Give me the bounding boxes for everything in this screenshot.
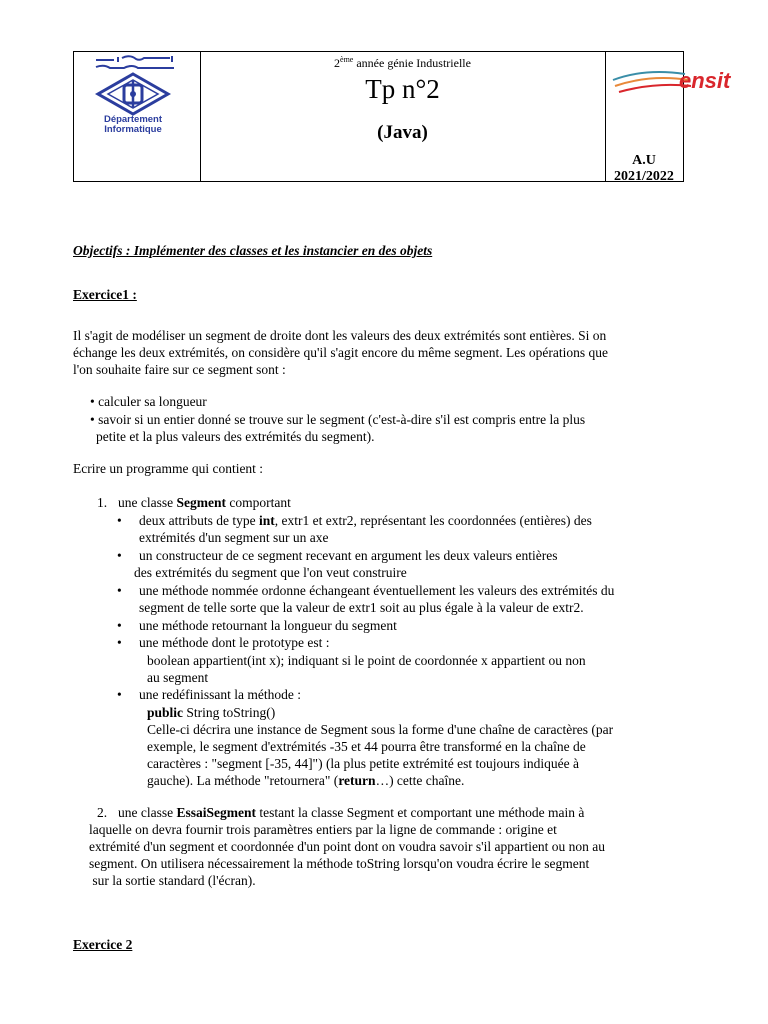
subitem-6-desc-1: Celle-ci décrira une instance de Segment sous la forme d'une chaîne de caractères (par [147, 722, 614, 737]
subitem-6-desc-2: exemple, le segment d'extrémités -35 et 44 pourra être transformé en la chaîne de [147, 739, 586, 754]
item1-text: une classe Segment comportant [118, 495, 291, 510]
subitem-1: deux attributs de type int, extr1 et extr2, représentant les coordonnées (entières) des [139, 513, 592, 528]
intro-line-1: Il s'agit de modéliser un segment de droite dont les valeurs des deux extrémités sont entières. Si on [73, 328, 607, 343]
item2-text: une classe EssaiSegment testant la classe Segment et comportant une méthode main à [118, 805, 585, 820]
header-center-cell [200, 52, 606, 181]
subitem-6-signature: public String toString() [147, 705, 276, 720]
subitem-5: une méthode dont le prototype est : [139, 635, 330, 650]
logo-caption-line2: Informatique [104, 124, 162, 135]
page-title: Tp n°2 [365, 74, 440, 104]
item1-number: 1. [97, 495, 108, 510]
subitem-6-desc-3: caractères : "segment [-35, 44]") (la plus petite extrémité est toujours indiquée à [147, 756, 579, 771]
objectives-heading: Objectifs : Implémenter des classes et les instancier en des objets [73, 243, 433, 258]
item2-line-5: sur la sortie standard (l'écran). [89, 873, 256, 888]
item2-line-2: laquelle on devra fournir trois paramètres entiers par la ligne de commande : origine et [89, 822, 557, 837]
ensit-logo [605, 60, 755, 110]
academic-year: A.U 2021/2022 [614, 153, 674, 184]
subitem-2: un constructeur de ce segment recevant en argument les deux valeurs entières [139, 548, 558, 563]
class-year: 2ème année génie Industrielle [334, 55, 471, 70]
subitem-1-cont: extrémités d'un segment sur un axe [139, 530, 329, 545]
intro-line-2: échange les deux extrémités, on considère qu'il s'agit encore du même segment. Les opérations que [73, 345, 608, 360]
bullet-dot: • [117, 583, 122, 598]
subitem-6-desc-4: gauche). La méthode "retournera" (return…) cette chaîne. [147, 773, 465, 788]
subitem-5-code: boolean appartient(int x); indiquant si le point de coordonnée x appartient ou non [147, 653, 586, 668]
intro-line-3: l'on souhaite faire sur ce segment sont : [73, 362, 286, 377]
subitem-3-cont: segment de telle sorte que la valeur de extr1 soit au plus égale à la valeur de extr2. [139, 600, 584, 615]
page-subtitle: (Java) [377, 122, 428, 143]
operation-bullet-2-cont: petite et la plus valeurs des extrémités du segment). [96, 429, 375, 444]
bullet-dot: • [117, 618, 122, 633]
exercise1-heading: Exercice1 : [73, 287, 137, 302]
subitem-3: une méthode nommée ordonne échangeant éventuellement les valeurs des extrémités du [139, 583, 615, 598]
item2-number: 2. [97, 805, 108, 820]
operation-bullet-2: • savoir si un entier donné se trouve sur le segment (c'est-à-dire s'il est compris entre la plus [90, 412, 586, 427]
item2-line-3: extrémité d'un segment et coordonnée d'un point dont on voudra savoir s'il appartient ou non au [89, 839, 606, 854]
bullet-dot: • [117, 513, 122, 528]
subitem-6: une redéfinissant la méthode : [139, 687, 301, 702]
bullet-dot: • [117, 548, 122, 563]
header-right-cell [605, 52, 731, 184]
subitem-2-cont: des extrémités du segment que l'on veut construire [134, 565, 407, 580]
logo-caption-line1: Département [103, 114, 163, 125]
operation-bullet-1: • calculer sa longueur [90, 394, 207, 409]
subitem-4: une méthode retournant la longueur du segment [139, 618, 397, 633]
program-intro: Ecrire un programme qui contient : [73, 461, 264, 476]
header-left-cell [74, 52, 201, 181]
ensit-logo-text: ensit [679, 68, 731, 93]
bullet-dot: • [117, 687, 122, 702]
exercise2-heading: Exercice 2 [73, 937, 133, 952]
item2-line-4: segment. On utilisera nécessairement la méthode toString lorsqu'on voudra écrire le segment [89, 856, 590, 871]
subitem-5-code-cont: au segment [147, 670, 209, 685]
header-table [73, 51, 731, 184]
department-logo [74, 52, 200, 181]
bullet-dot: • [117, 635, 122, 650]
